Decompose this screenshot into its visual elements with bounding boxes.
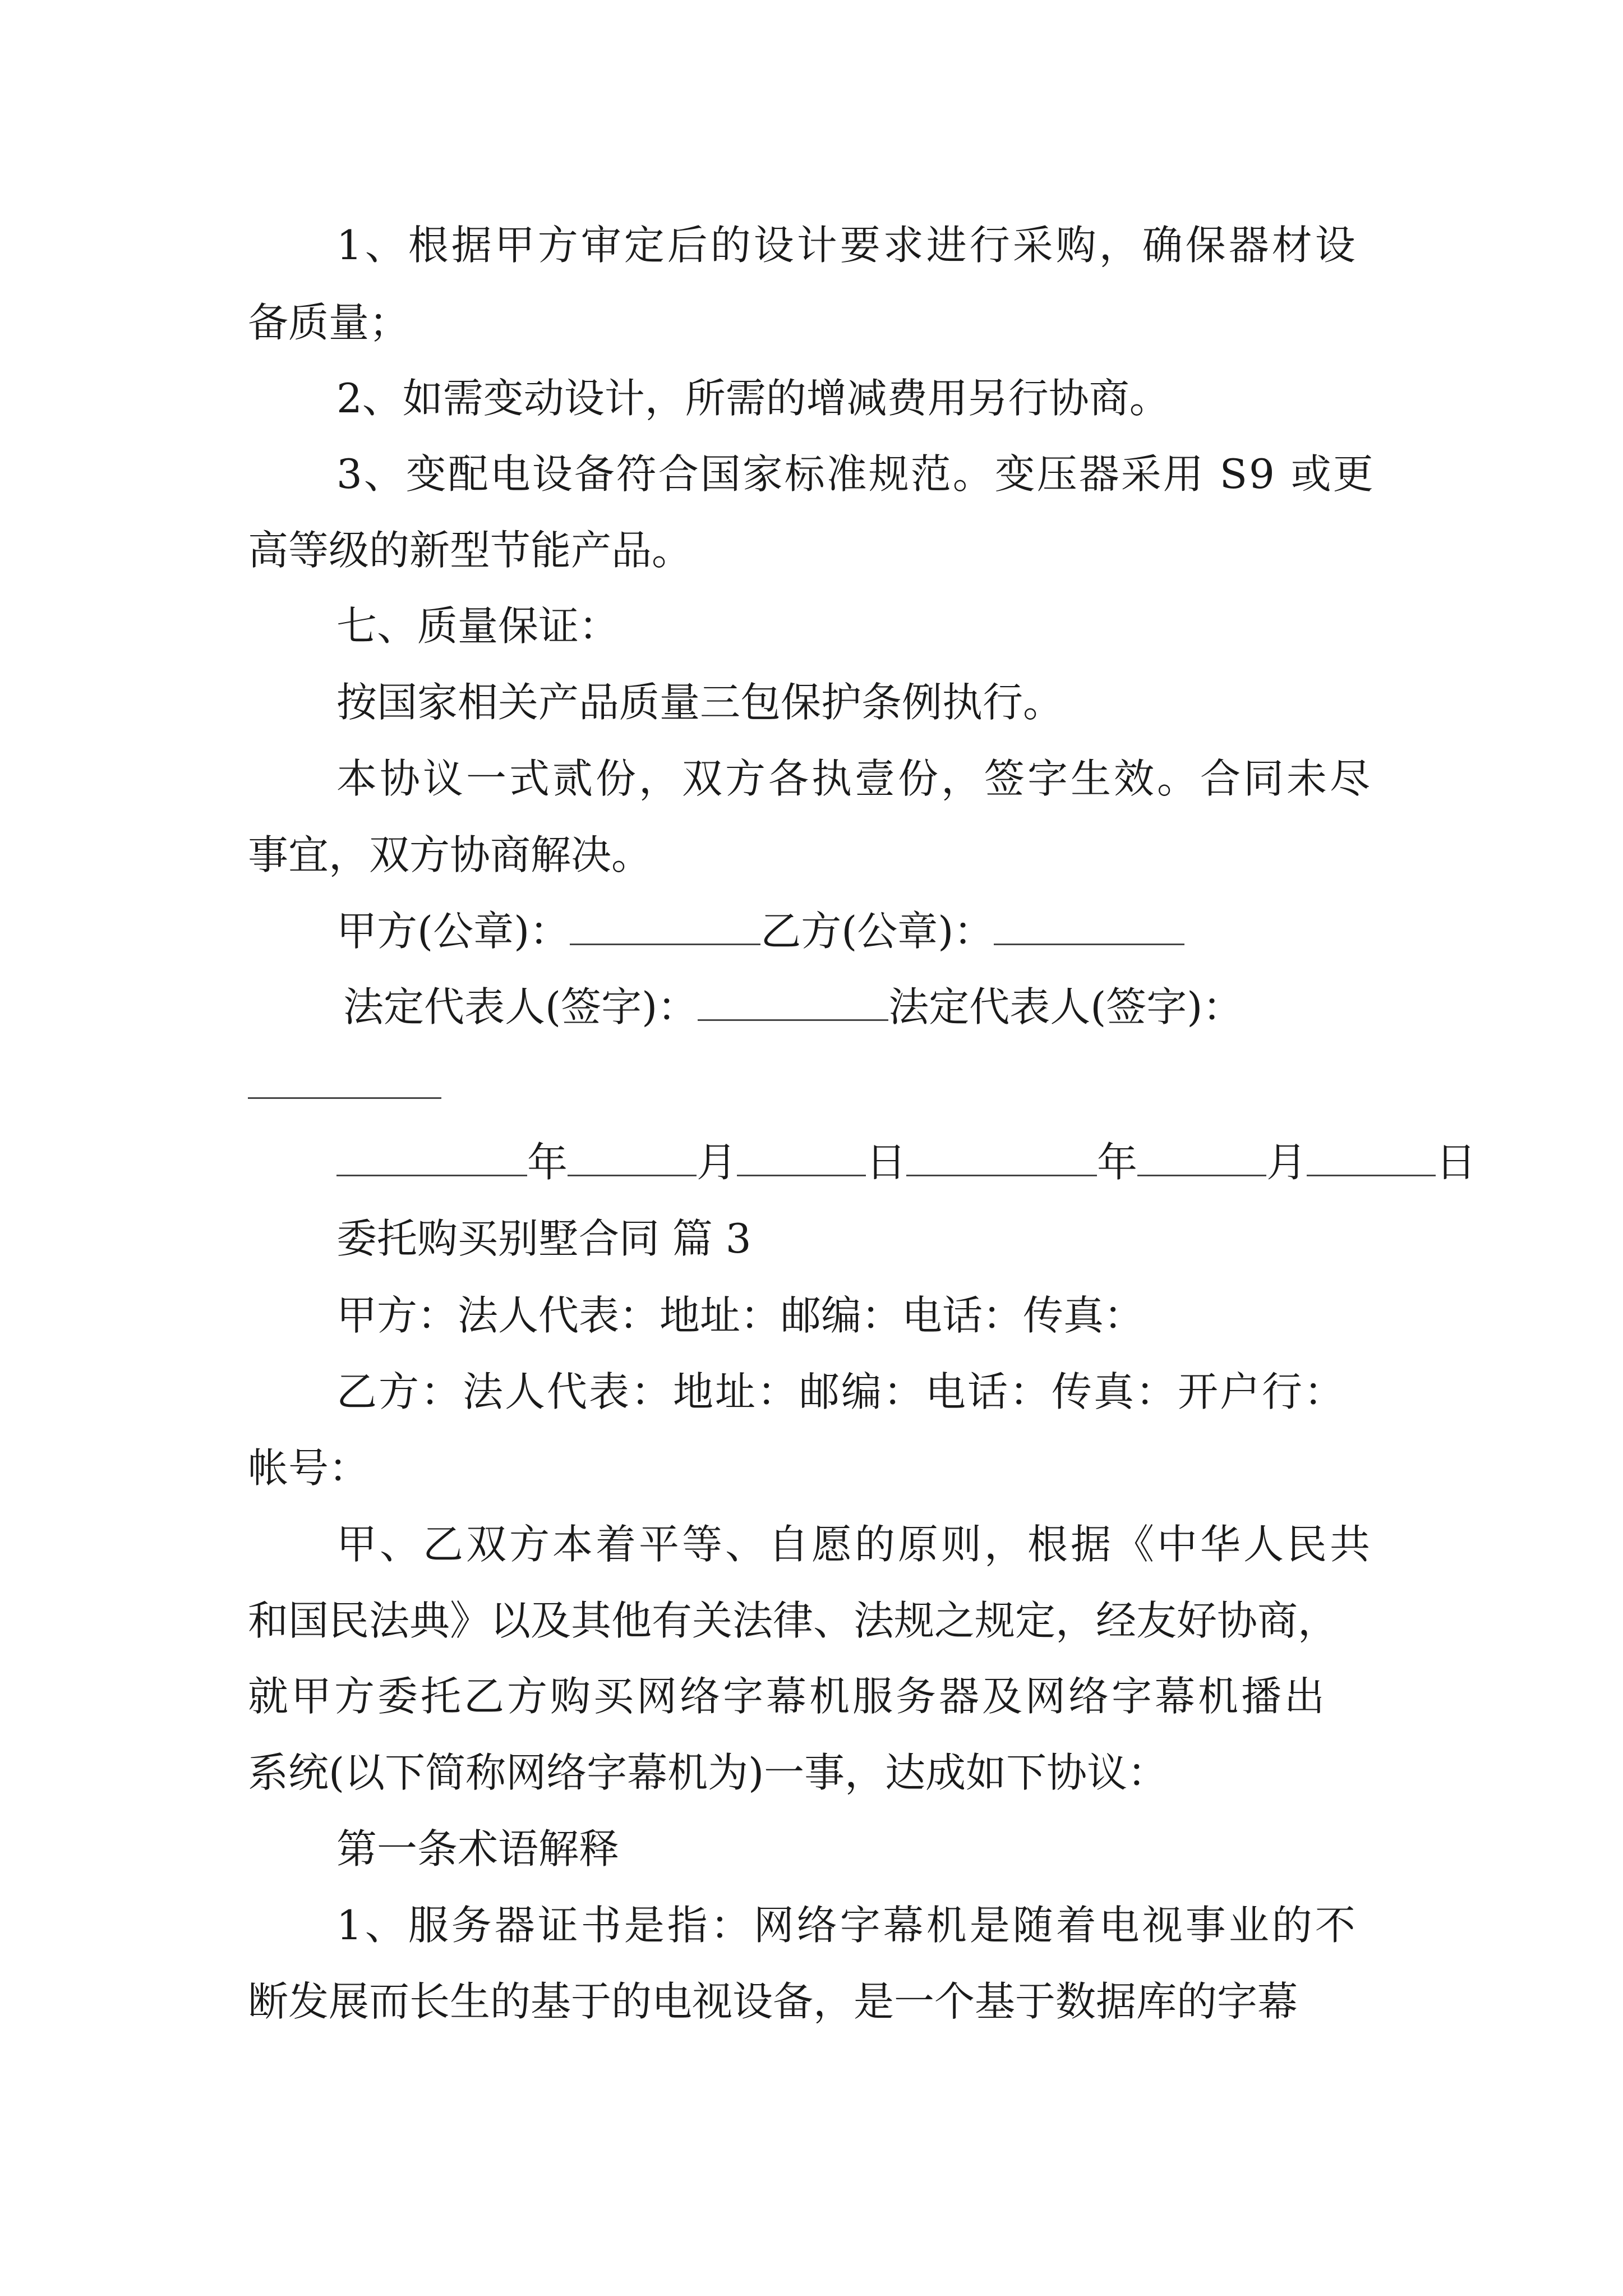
closing-paragraph-continuation: 事宜，双方协商解决。	[248, 831, 652, 878]
list-item-3-continuation: 高等级的新型节能产品。	[248, 527, 693, 574]
date-a-year-blank	[336, 1140, 527, 1176]
date-b-year-label: 年	[1097, 1139, 1138, 1186]
closing-paragraph: 本协议一式贰份，双方各执壹份，签字生效。合同未尽	[336, 755, 1373, 802]
party-b-rep-label: 法定代表人(签字)：	[888, 983, 1243, 1030]
party-b-info: 乙方：法人代表：地址：邮编：电话：传真：开户行：	[336, 1368, 1347, 1415]
date-a-month-label: 月	[697, 1139, 737, 1186]
preamble-line-2: 和国民法典》以及其他有关法律、法规之规定，经友好协商，	[248, 1597, 1339, 1644]
article-1-item-1: 1、服务器证书是指：网络字幕机是随着电视事业的不	[336, 1902, 1358, 1949]
party-a-seal-label: 甲方(公章)：	[336, 908, 570, 955]
article-1-item-1-continuation: 断发展而长生的基于的电视设备，是一个基于数据库的字幕	[248, 1978, 1298, 2025]
preamble-line-4: 系统(以下简称网络字幕机为)一事，达成如下协议：	[248, 1749, 1168, 1796]
party-a-rep-label: 法定代表人(签字)：	[343, 983, 698, 1030]
preamble-line-3: 就甲方委托乙方购买网络字幕机服务器及网络字幕机播出	[248, 1673, 1328, 1720]
date-a-day-label: 日	[866, 1139, 907, 1186]
party-a-rep-blank	[698, 984, 888, 1021]
date-b-month-label: 月	[1266, 1139, 1307, 1186]
date-b-day-label: 日	[1436, 1139, 1477, 1186]
list-item-1: 1、根据甲方审定后的设计要求进行采购，确保器材设	[336, 222, 1358, 269]
date-b-day-blank	[1307, 1140, 1436, 1176]
party-b-rep-blank	[248, 1097, 441, 1099]
section-body-quality: 按国家相关产品质量三包保护条例执行。	[336, 679, 1064, 726]
signature-row-representative	[343, 982, 1243, 1032]
list-item-2: 2、如需变动设计，所需的增减费用另行协商。	[336, 375, 1170, 422]
date-a-month-blank	[568, 1140, 697, 1176]
date-a-day-blank	[737, 1140, 866, 1176]
party-b-seal-label: 乙方(公章)：	[760, 908, 994, 955]
signature-row-seal	[336, 906, 1184, 956]
signature-row-date	[336, 1137, 1476, 1188]
date-b-year-blank	[906, 1140, 1097, 1176]
date-a-year-label: 年	[527, 1139, 568, 1186]
list-item-1-continuation: 备质量；	[248, 299, 410, 346]
party-a-info: 甲方：法人代表：地址：邮编：电话：传真：	[336, 1292, 1145, 1339]
party-a-seal-blank	[570, 909, 760, 945]
date-b-month-blank	[1137, 1140, 1266, 1176]
preamble-line-1: 甲、乙双方本着平等、自愿的原则，根据《中华人民共	[336, 1521, 1373, 1568]
contract-title: 委托购买别墅合同 篇 3	[336, 1215, 751, 1262]
section-heading-quality: 七、质量保证：	[336, 602, 620, 650]
article-1-heading: 第一条术语解释	[336, 1825, 620, 1872]
party-b-seal-blank	[994, 909, 1184, 945]
party-b-info-continuation: 帐号：	[248, 1444, 370, 1492]
list-item-3: 3、变配电设备符合国家标准规范。变压器采用 S9 或更	[336, 450, 1375, 498]
